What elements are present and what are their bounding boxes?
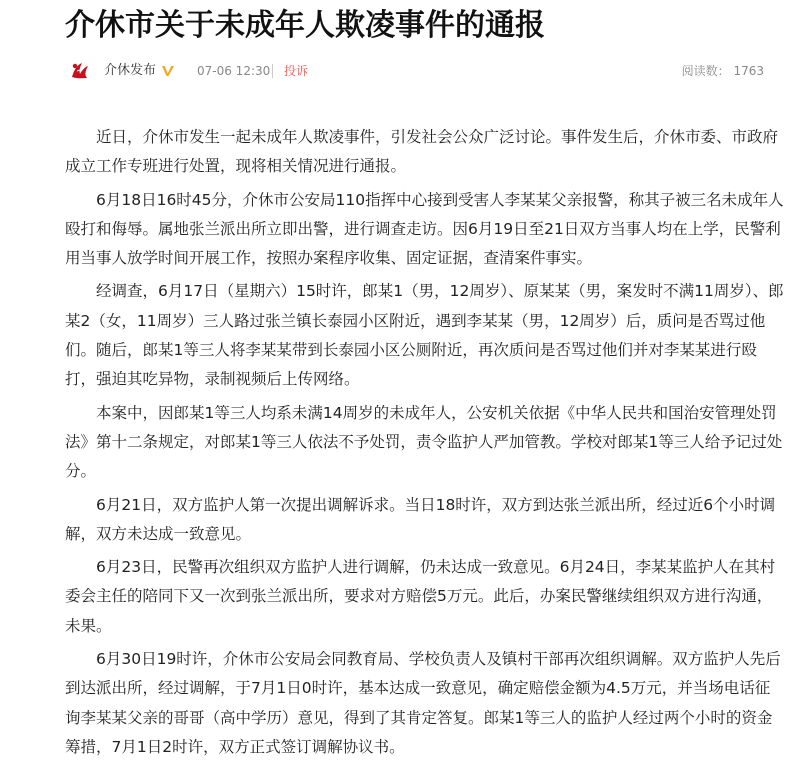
paragraph: 本案中，因郎某1等三人均系未满14周岁的未成年人，公安机关依据《中华人民共和国治安管理处罚法》第十二条规定，对郎某1等三人依法不予处罚，责令监护人严加管教。学校对郎某1等三人给予记过处分。 (65, 403, 783, 481)
publisher-avatar[interactable] (65, 56, 95, 86)
paragraph: 6月30日19时许，介休市公安局会同教育局、学校负责人及镇村干部再次组织调解。双方监护人先后到达派出所，经过调解，于7月1日0时许，基本达成一致意见，确定赔偿金额为4.5万元，并当场电话征询李某某父亲的哥哥（高中学历）意见，得到了其肯定答复。郎某1等三人的监护人经过两个小时的资金筹措，7月1日2时许，双方正式签订调解协议书。 (65, 650, 781, 756)
paragraph: 6月23日，民警再次组织双方监护人进行调解，仍未达成一致意见。6月24日，李某某监护人在其村委会主任的陪同下又一次到张兰派出所，要求对方赔偿5万元。此后，办案民警继续组织双方进行沟通，未果。 (65, 558, 776, 635)
publish-time: 07-06 12:30 (197, 64, 271, 78)
paragraph: 6月18日16时45分，介休市公安局110指挥中心接到受害人李某某父亲报警，称其子被三名未成年人殴打和侮辱。属地张兰派出所立即出警，进行调查走访。因6月19日至21日双方当事人均在上学，民警利用当事人放学时间开展工作，按照办案程序收集、固定证据，查清案件事实。 (65, 190, 784, 268)
paragraph: 近日，介休市发生一起未成年人欺凌事件，引发社会公众广泛讨论。事件发生后，介休市委、市政府成立工作专班进行处置，现将相关情况进行通报。 (65, 128, 779, 176)
avatar-seal-icon (65, 56, 95, 86)
article-body (65, 123, 785, 766)
read-count: 阅读数： 1763 (681, 64, 764, 78)
verified-icon (160, 63, 176, 79)
paragraph: 经调查，6月17日（星期六）15时许，郎某1（男，12周岁）、原某某（男，案发时不满11周岁）、郎某2（女，11周岁）三人路过张兰镇长泰园小区附近，遇到李某某（男，12周岁）后，质问是否骂过他们。随后，郎某1等三人将李某某带到长泰园小区公厕附近，再次质问是否骂过他们并对李某某进行殴打，强迫其吃异物，录制视频后上传网络。 (65, 282, 784, 389)
article-meta (65, 56, 765, 86)
report-link[interactable]: 投诉 (284, 64, 309, 78)
article-title: 介休市关于未成年人欺凌事件的通报 (65, 8, 545, 43)
paragraph: 6月21日，双方监护人第一次提出调解诉求。当日18时许，双方到达张兰派出所，经过近6个小时调解，双方未达成一致意见。 (65, 495, 776, 543)
author-name[interactable]: 介休发布 (104, 63, 157, 78)
meta-divider (272, 64, 273, 78)
